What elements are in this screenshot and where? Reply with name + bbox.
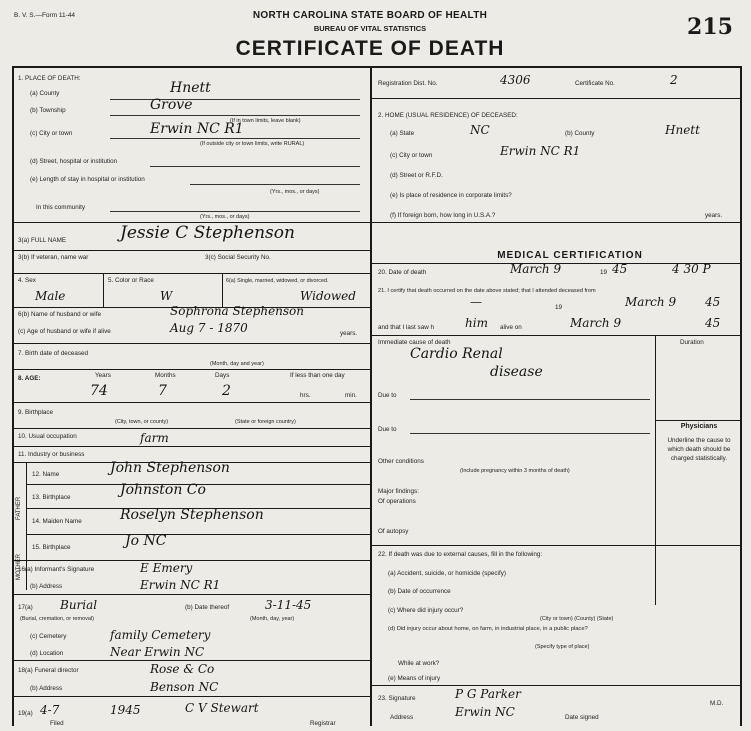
informant-label: 16(a) Informant's Signature xyxy=(18,566,95,573)
row-divider xyxy=(12,594,370,595)
less-than-day-label: If less than one day xyxy=(290,372,345,379)
informant-address-label: (b) Address xyxy=(30,583,63,590)
father-name-label: 12. Name xyxy=(32,471,60,478)
days-label: Days xyxy=(215,372,230,379)
home-farm-label: (d) Did injury occur about home, on farm, in industrial place, in a public place? xyxy=(388,626,588,632)
place-of-death-label: 1. PLACE OF DEATH: xyxy=(18,75,81,82)
burial-date-note: (Month, day, year) xyxy=(250,616,295,622)
sex-value: Male xyxy=(35,289,66,303)
due-to-label-1: Due to xyxy=(378,392,397,399)
other-conditions-label: Other conditions xyxy=(378,458,424,465)
father-birthplace-value: Johnston Co xyxy=(120,482,206,498)
certificate-number: 215 xyxy=(687,14,733,40)
death-year-prefix: 19 xyxy=(600,269,608,276)
min-label: min. xyxy=(345,392,357,399)
medical-certification-title: MEDICAL CERTIFICATION xyxy=(497,250,643,261)
row-divider xyxy=(12,250,370,251)
row-divider xyxy=(370,685,742,686)
county-rule xyxy=(110,99,360,100)
death-time-value: 4 30 P xyxy=(672,262,711,276)
autopsy-label: Of autopsy xyxy=(378,528,409,535)
full-name-value: Jessie C Stephenson xyxy=(120,223,295,243)
city-note: (If outside city or town limits, write RURAL) xyxy=(200,141,305,147)
state-value: NC xyxy=(470,123,490,137)
sex-label: 4. Sex xyxy=(18,277,36,284)
column-divider xyxy=(370,66,372,726)
birthplace-note-city: (City, town, or county) xyxy=(115,419,169,425)
registrar-label: Registrar xyxy=(310,720,336,727)
location-value: Near Erwin NC xyxy=(110,645,205,659)
community-label: In this community xyxy=(36,204,85,211)
attended-to-label: 19 xyxy=(555,304,563,311)
row-divider xyxy=(370,335,742,336)
township-value: Grove xyxy=(150,97,193,113)
marital-label: 6(a) Single, married, widowed, or divorced. xyxy=(226,278,329,284)
immediate-cause-label: Immediate cause of death xyxy=(378,339,451,346)
death-year-value: 45 xyxy=(612,262,628,276)
birth-date-note: (Month, day and year) xyxy=(210,361,264,367)
specify-note: (Specify type of place) xyxy=(535,644,590,650)
funeral-director-label: 18(a) Funeral director xyxy=(18,667,79,674)
filed-value: 4-7 xyxy=(40,703,60,717)
funeral-address-value: Benson NC xyxy=(150,680,219,694)
row-divider xyxy=(12,696,370,697)
attended-to-year: 45 xyxy=(705,295,721,309)
due-to-rule-2 xyxy=(410,433,650,434)
row-divider xyxy=(12,343,370,344)
md-label: M.D. xyxy=(710,700,724,707)
full-name-label: 3(a) FULL NAME xyxy=(18,237,67,244)
other-conditions-note: (Include pregnancy within 3 months of death) xyxy=(460,468,570,474)
means-label: (e) Means of injury xyxy=(388,675,441,682)
occupation-label: 10. Usual occupation xyxy=(18,433,77,440)
registrar-signature: C V Stewart xyxy=(185,701,259,715)
age-months-value: 7 xyxy=(158,383,167,399)
birth-date-label: 7. Birth date of deceased xyxy=(18,350,89,357)
informant-address-value: Erwin NC R1 xyxy=(140,578,221,592)
county-value: Hnett xyxy=(170,80,211,96)
township-label: (b) Township xyxy=(30,107,66,114)
frame-right xyxy=(740,66,742,726)
filed-label: 19(a) xyxy=(18,710,33,717)
cause-value-line2: disease xyxy=(490,364,543,380)
death-date-value: March 9 xyxy=(510,262,562,276)
months-label: Months xyxy=(155,372,176,379)
certify-label: 21. I certify that death occurred on the date above stated; that I attended deceased from xyxy=(378,288,596,294)
spouse-value: Sophrona Stephenson xyxy=(170,304,305,318)
home-label: 2. HOME (USUAL RESIDENCE) OF DECEASED: xyxy=(378,112,518,119)
row-divider xyxy=(370,98,742,99)
certificate-no-label: Certificate No. xyxy=(575,80,615,87)
spouse-age-unit: years. xyxy=(340,330,358,337)
burial-date-label: (b) Date thereof xyxy=(185,604,230,611)
cell-divider xyxy=(103,273,104,307)
alive-label: and that I last saw h xyxy=(378,324,435,331)
attended-to-value: March 9 xyxy=(625,295,677,309)
ssn-label: 3(c) Social Security No. xyxy=(205,254,271,261)
state-label: (a) State xyxy=(390,130,415,137)
city-rule xyxy=(110,138,360,139)
signature-address-value: Erwin NC xyxy=(455,705,515,719)
cell-divider xyxy=(222,273,223,307)
informant-value: E Emery xyxy=(140,561,193,575)
county-label: (a) County xyxy=(30,90,60,97)
father-birthplace-label: 13. Birthplace xyxy=(32,494,71,501)
frame-top xyxy=(12,66,742,68)
funeral-director-value: Rose & Co xyxy=(150,662,215,676)
occurrence-label: (b) Date of occurrence xyxy=(388,588,451,595)
frame-left xyxy=(12,66,14,726)
age-days-value: 2 xyxy=(222,383,231,399)
death-date-label: 20. Date of death xyxy=(378,269,427,276)
spouse-label: 6(b) Name of husband or wife xyxy=(18,311,101,318)
residence-county-label: (b) County xyxy=(565,130,595,137)
where-label: (c) Where did injury occur? xyxy=(388,607,464,614)
stay-label: (e) Length of stay in hospital or institution xyxy=(30,176,145,183)
where-note: (City or town) (County) (State) xyxy=(540,616,614,622)
alive-value: him xyxy=(465,316,488,330)
cemetery-value: family Cemetery xyxy=(110,628,211,642)
father-side-label: FATHER xyxy=(16,496,22,520)
row-divider xyxy=(12,428,370,429)
foreign-unit: years. xyxy=(705,212,723,219)
father-name-value: John Stephenson xyxy=(110,460,230,476)
due-to-label-2: Due to xyxy=(378,426,397,433)
filed-note: Filed xyxy=(50,720,64,727)
page-title: CERTIFICATE OF DEATH xyxy=(235,37,505,60)
form-code: B. V. S.—Form 11-44 xyxy=(14,12,76,19)
date-signed-label: Date signed xyxy=(565,714,599,721)
age-years-value: 74 xyxy=(90,383,108,399)
age-label: 8. AGE: xyxy=(18,375,41,382)
street-label: (d) Street, hospital or institution xyxy=(30,158,118,165)
signature-address-label: Address xyxy=(390,714,414,721)
birthplace-note-state: (State or foreign country) xyxy=(235,419,296,425)
operations-label: Of operations xyxy=(378,498,416,505)
cause-value-line1: Cardio Renal xyxy=(410,346,503,362)
row-divider xyxy=(12,273,370,274)
industry-label: 11. Industry or business xyxy=(18,451,85,458)
while-at-work-label: While at work? xyxy=(398,660,440,667)
row-divider xyxy=(12,402,370,403)
external-causes-label: 22. If death was due to external causes, fill in the following: xyxy=(378,551,543,558)
major-findings-label: Major findings: xyxy=(378,488,419,495)
row-divider xyxy=(370,545,742,546)
spouse-age-label: (c) Age of husband or wife if alive xyxy=(18,328,111,335)
filed-year: 1945 xyxy=(110,703,141,717)
occupation-value: farm xyxy=(140,431,169,445)
mother-birthplace-value: Jo NC xyxy=(125,533,167,549)
row-divider xyxy=(26,534,370,535)
township-rule xyxy=(110,115,360,116)
residence-city-value: Erwin NC R1 xyxy=(500,144,581,158)
stay-note: (Yrs., mos., or days) xyxy=(270,189,320,195)
physicians-note: Underline the cause to which death should be charged statistically. xyxy=(667,437,731,462)
mother-name-label: 14. Maiden Name xyxy=(32,518,82,525)
signature-value: P G Parker xyxy=(455,687,521,701)
residence-city-label: (c) City or town xyxy=(390,152,433,159)
corporate-label: (e) Is place of residence in corporate limits? xyxy=(390,192,512,199)
bureau-name: BUREAU OF VITAL STATISTICS xyxy=(313,24,427,33)
residence-street-label: (d) Street or R.F.D. xyxy=(390,172,443,179)
burial-label: 17(a) xyxy=(18,604,33,611)
certificate-no-value: 2 xyxy=(670,73,678,87)
years-label: Years xyxy=(95,372,111,379)
physicians-title: Physicians xyxy=(680,423,718,430)
alive-year: 45 xyxy=(705,316,721,330)
duration-divider xyxy=(655,335,656,605)
street-rule xyxy=(150,166,360,167)
veteran-label: 3(b) If veteran, name war xyxy=(18,254,89,261)
funeral-address-label: (b) Address xyxy=(30,685,63,692)
community-rule xyxy=(110,211,360,212)
color-value: W xyxy=(160,289,173,303)
burial-note: (Burial, cremation, or removal) xyxy=(20,616,94,622)
signature-label: 23. Signature xyxy=(378,695,416,702)
color-label: 5. Color or Race xyxy=(108,277,154,284)
row-divider xyxy=(12,369,370,370)
mother-name-value: Roselyn Stephenson xyxy=(120,507,264,523)
row-divider xyxy=(12,446,370,447)
township-note: (If in town limits, leave blank) xyxy=(230,118,301,124)
burial-date-value: 3-11-45 xyxy=(265,598,312,612)
foreign-label: (f) If foreign born, how long in U.S.A.? xyxy=(390,212,496,219)
cemetery-label: (c) Cemetery xyxy=(30,633,67,640)
location-label: (d) Location xyxy=(30,650,64,657)
stay-rule xyxy=(190,184,360,185)
due-to-rule-1 xyxy=(410,399,650,400)
city-value: Erwin NC R1 xyxy=(150,121,244,137)
birthplace-label: 9. Birthplace xyxy=(18,409,54,416)
residence-county-value: Hnett xyxy=(665,123,700,137)
attended-from-value: — xyxy=(470,295,482,309)
mother-side-label: MOTHER xyxy=(16,554,22,580)
marital-value: Widowed xyxy=(300,289,356,303)
board-name: NORTH CAROLINA STATE BOARD OF HEALTH xyxy=(252,10,488,21)
hrs-label: hrs. xyxy=(300,392,311,399)
burial-value: Burial xyxy=(60,598,98,612)
community-note: (Yrs., mos., or days) xyxy=(200,214,250,220)
alive-date: March 9 xyxy=(570,316,622,330)
row-divider xyxy=(655,420,742,421)
mother-birthplace-label: 15. Birthplace xyxy=(32,544,71,551)
city-label: (c) City or town xyxy=(30,130,73,137)
reg-dist-value: 4306 xyxy=(500,73,531,87)
spouse-age-value: Aug 7 - 1870 xyxy=(170,321,248,335)
reg-dist-label: Registration Dist. No. xyxy=(378,80,438,87)
duration-label: Duration xyxy=(680,339,704,346)
alive-suffix: alive on xyxy=(500,324,522,331)
accident-label: (a) Accident, suicide, or homicide (specify) xyxy=(388,570,506,577)
row-divider xyxy=(370,222,742,223)
